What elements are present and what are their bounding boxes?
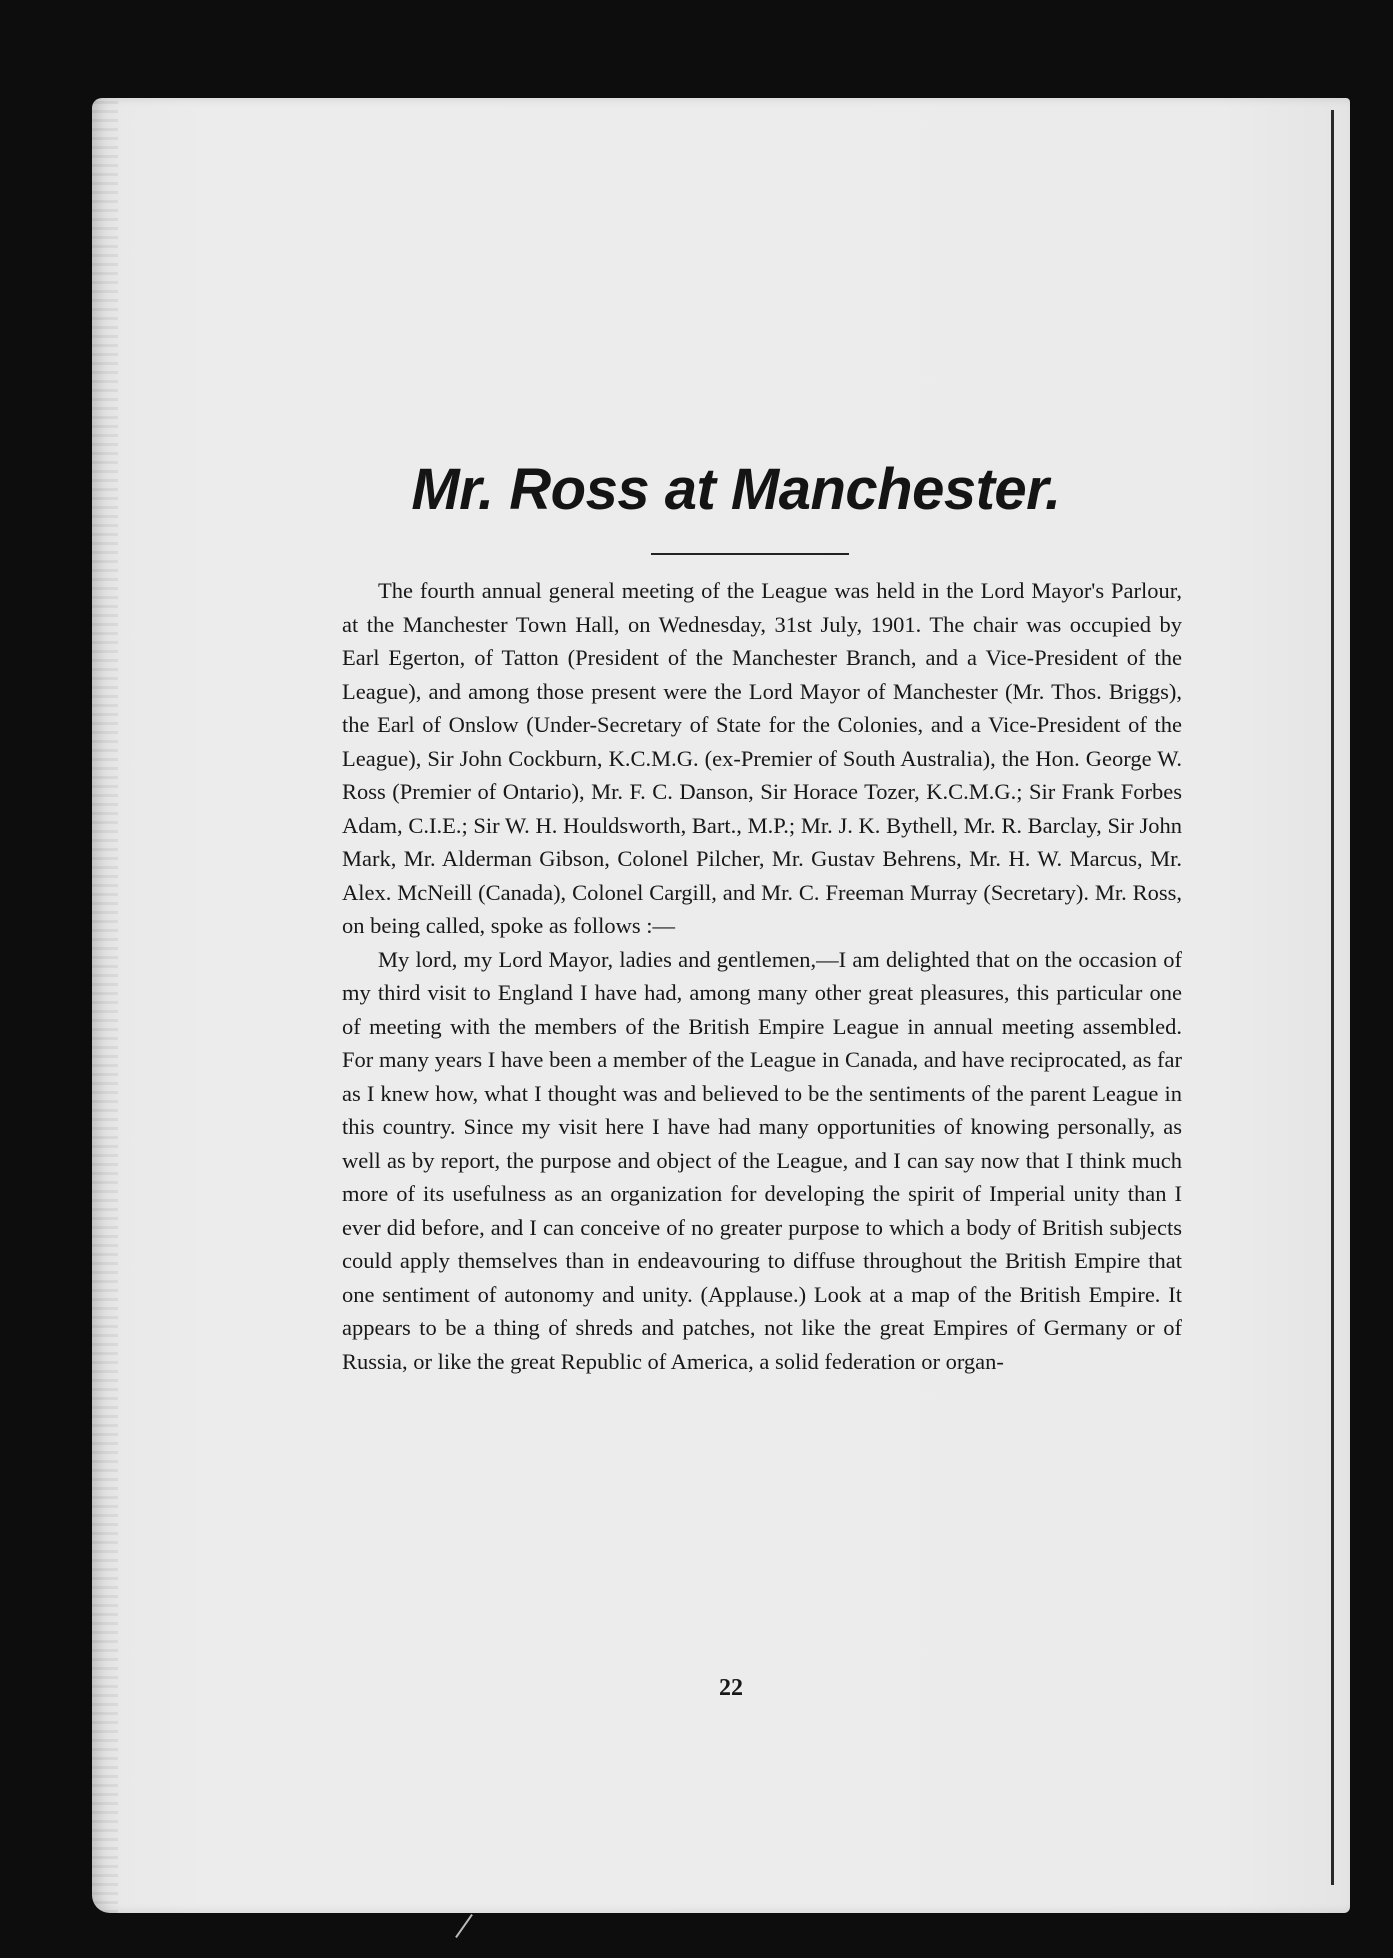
paragraph-meeting-report: The fourth annual general meeting of the League was held in the Lord Mayor's Parlour, at the Manchester Town Hall, on Wednesday, 31st July, 1901. The chair was occupied by Earl Egerton, of Tatton (President of the Manchester Branch, and a Vice-President of the League), and among those present were the Lord Mayor of Manchester (Mr. Thos. Briggs), the Earl of Onslow (Under-Secretary of State for the Colonies, and a Vice-President of the League), Sir John Cockburn, K.C.M.G. (ex-Premier of South Australia), the Hon. George W. Ross (Premier of Ontario), Mr. F. C. Danson, Sir Horace Tozer, K.C.M.G.; Sir Frank Forbes Adam, C.I.E.; Sir W. H. Houldsworth, Bart., M.P.; Mr. J. K. Bythell, Mr. R. Barclay, Sir John Mark, Mr. Alderman Gibson, Colonel Pilcher, Mr. Gustav Behrens, Mr. H. W. Marcus, Mr. Alex. McNeill (Canada), Colonel Cargill, and Mr. C. Freeman Murray (Secretary). Mr. Ross, on being called, spoke as follows :—	[342, 578, 1182, 938]
article-body	[342, 574, 1182, 1378]
book-page	[92, 98, 1350, 1913]
paragraph-speech: My lord, my Lord Mayor, ladies and gentlemen,—I am delighted that on the occasion of my third visit to England I have had, among many other great pleasures, this particular one of meeting with the members of the British Empire League in annual meeting assembled. For many years I have been a member of the League in Canada, and have reciprocated, as far as I knew how, what I thought was and believed to be the sentiments of the parent League in this country. Since my visit here I have had many opportunities of knowing personally, as well as by report, the purpose and object of the League, and I can say now that I think much more of its usefulness as an organization for developing the spirit of Imperial unity than I ever did before, and I can conceive of no greater purpose to which a body of British subjects could apply themselves than in endeavouring to diffuse throughout the British Empire that one sentiment of autonomy and unity. (Applause.) Look at a map of the British Empire. It appears to be a thing of shreds and patches, not like the great Empires of Germany or of Russia, or like the great Republic of America, a solid federation or organ-	[342, 946, 1182, 1374]
article-title: Mr. Ross at Manchester.	[411, 457, 1061, 522]
page-number: 22	[719, 1675, 743, 1701]
page-right-edge	[1331, 110, 1350, 1885]
scan-artifact	[455, 1914, 473, 1938]
title-divider	[651, 553, 849, 555]
page-binding-edge	[92, 98, 118, 1913]
